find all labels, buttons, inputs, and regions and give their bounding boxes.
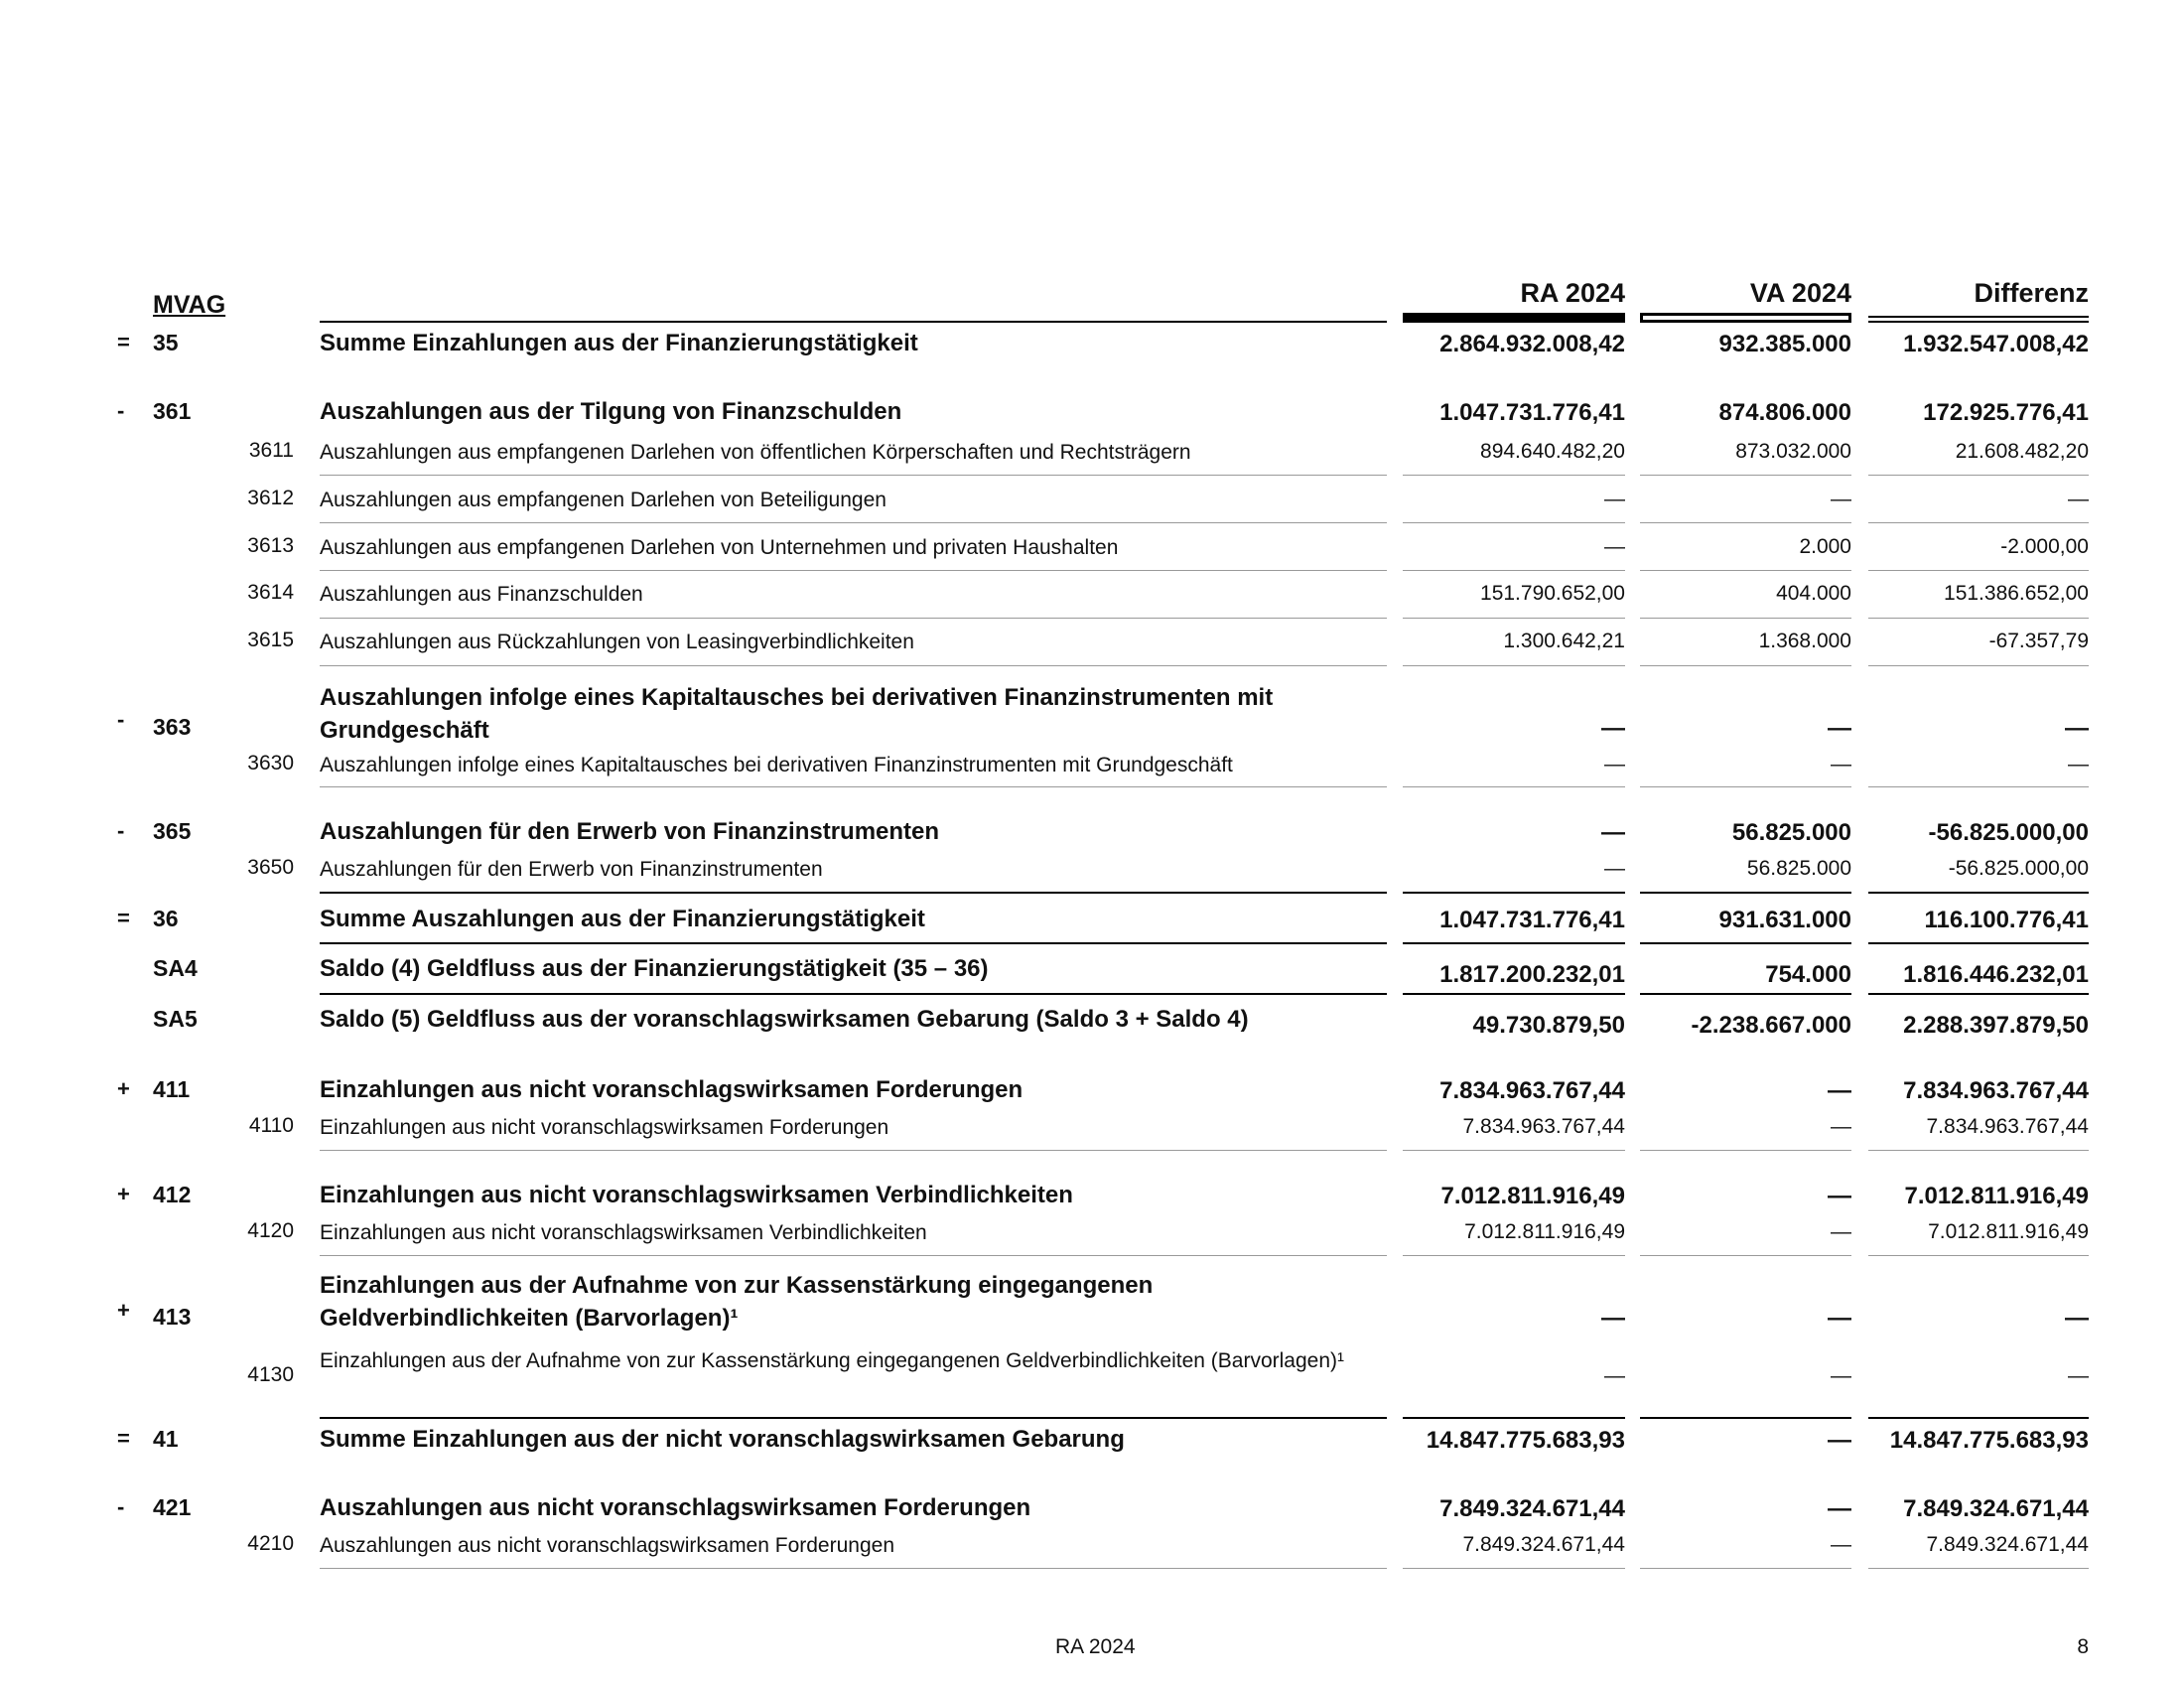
row-divider bbox=[1640, 993, 1851, 995]
table-row bbox=[0, 1530, 2184, 1566]
table-row-group bbox=[0, 1074, 2184, 1110]
row-mvag-code: 413 bbox=[153, 1304, 192, 1330]
row-divider bbox=[1403, 1417, 1625, 1419]
table-row bbox=[0, 750, 2184, 785]
row-subcode: 3613 bbox=[247, 534, 294, 557]
row-mvag-code: SA5 bbox=[153, 1006, 198, 1032]
row-value-va: 56.825.000 bbox=[1731, 819, 1851, 846]
row-value-ra: — bbox=[1604, 753, 1625, 775]
row-divider bbox=[320, 522, 1387, 523]
row-value-va: — bbox=[1831, 1533, 1851, 1556]
row-sign: + bbox=[117, 1076, 130, 1101]
row-divider bbox=[320, 1568, 1387, 1569]
table-row bbox=[0, 1112, 2184, 1148]
row-value-diff: 7.849.324.671,44 bbox=[1903, 1495, 2089, 1522]
row-divider bbox=[1403, 1568, 1625, 1569]
row-divider bbox=[1640, 665, 1851, 666]
row-divider bbox=[1640, 475, 1851, 476]
row-mvag-code: 361 bbox=[153, 398, 192, 424]
row-divider bbox=[1403, 570, 1625, 571]
row-value-va: 873.032.000 bbox=[1735, 440, 1851, 463]
row-divider bbox=[1868, 1568, 2089, 1569]
row-mvag-code: 36 bbox=[153, 906, 179, 931]
row-description: Auszahlungen infolge eines Kapitaltausches bei derivativen Finanzinstrumenten mit Grundgeschäft bbox=[320, 754, 1233, 776]
row-value-diff: -56.825.000,00 bbox=[1948, 857, 2089, 880]
row-value-ra: 7.849.324.671,44 bbox=[1439, 1495, 1625, 1522]
row-divider bbox=[1403, 1150, 1625, 1151]
row-value-diff: — bbox=[2065, 715, 2089, 742]
row-divider bbox=[1640, 1568, 1851, 1569]
row-subcode: 3650 bbox=[247, 856, 294, 879]
table-row-group bbox=[0, 1492, 2184, 1528]
row-description: Einzahlungen aus nicht voranschlagswirksamen Forderungen bbox=[320, 1116, 889, 1139]
row-value-va: 931.631.000 bbox=[1718, 907, 1851, 933]
row-value-va: 754.000 bbox=[1765, 961, 1851, 988]
row-description: Einzahlungen aus nicht voranschlagswirksamen Verbindlichkeiten bbox=[320, 1182, 1073, 1208]
row-value-va: 874.806.000 bbox=[1718, 399, 1851, 426]
row-value-va: — bbox=[1831, 753, 1851, 775]
row-value-diff: — bbox=[2068, 753, 2089, 775]
row-subcode: 3614 bbox=[247, 581, 294, 604]
row-mvag-code: 41 bbox=[153, 1426, 179, 1452]
row-value-va: — bbox=[1831, 1364, 1851, 1387]
footer-title: RA 2024 bbox=[1055, 1635, 1136, 1658]
table-row-group bbox=[0, 816, 2184, 852]
row-sign: = bbox=[117, 330, 130, 354]
row-subcode: 3611 bbox=[248, 439, 294, 462]
description-header-rule bbox=[320, 321, 1387, 323]
row-divider bbox=[1403, 993, 1625, 995]
row-value-ra: — bbox=[1604, 857, 1625, 880]
table-row-group bbox=[0, 1180, 2184, 1215]
row-subcode: 4130 bbox=[247, 1363, 294, 1386]
row-value-diff: 21.608.482,20 bbox=[1955, 440, 2089, 463]
row-description: Summe Einzahlungen aus der Finanzierungstätigkeit bbox=[320, 330, 918, 356]
row-divider bbox=[320, 942, 1387, 944]
row-value-va: 2.000 bbox=[1799, 535, 1851, 558]
row-value-va: 404.000 bbox=[1776, 582, 1851, 605]
table-row-group bbox=[0, 1004, 2184, 1040]
table-row-group bbox=[0, 1269, 2184, 1335]
row-divider bbox=[1868, 618, 2089, 619]
row-value-va: — bbox=[1831, 488, 1851, 510]
row-divider bbox=[1868, 1255, 2089, 1256]
row-value-ra: — bbox=[1604, 1364, 1625, 1387]
row-sign: - bbox=[117, 1494, 125, 1519]
row-divider bbox=[1640, 618, 1851, 619]
table-row bbox=[0, 532, 2184, 568]
row-description: Auszahlungen infolge eines Kapitaltausches bei derivativen Finanzinstrumenten mit Grundgeschäft bbox=[320, 684, 1274, 744]
row-description: Auszahlungen aus nicht voranschlagswirksamen Forderungen bbox=[320, 1494, 1031, 1521]
row-description: Auszahlungen für den Erwerb von Finanzinstrumenten bbox=[320, 858, 823, 881]
row-value-va: — bbox=[1831, 1220, 1851, 1243]
table-row bbox=[0, 1217, 2184, 1253]
row-divider bbox=[320, 1150, 1387, 1151]
row-divider bbox=[1868, 570, 2089, 571]
row-sign: + bbox=[117, 1298, 130, 1323]
row-description: Auszahlungen für den Erwerb von Finanzinstrumenten bbox=[320, 818, 940, 845]
row-value-diff: 172.925.776,41 bbox=[1923, 399, 2089, 426]
row-description: Auszahlungen aus empfangenen Darlehen von öffentlichen Körperschaften und Rechtsträgern bbox=[320, 441, 1191, 464]
row-sign: - bbox=[117, 707, 125, 732]
row-divider bbox=[1868, 786, 2089, 787]
row-divider bbox=[1868, 1150, 2089, 1151]
row-value-ra: 49.730.879,50 bbox=[1472, 1012, 1625, 1039]
row-value-diff: 7.834.963.767,44 bbox=[1926, 1115, 2089, 1138]
row-divider bbox=[1403, 942, 1625, 944]
row-value-ra: — bbox=[1601, 715, 1625, 742]
column-header-va bbox=[1640, 273, 1851, 323]
row-value-va: -2.238.667.000 bbox=[1691, 1012, 1851, 1039]
row-value-va: — bbox=[1828, 1077, 1851, 1104]
table-row bbox=[0, 1345, 2184, 1407]
table-row-group bbox=[0, 681, 2184, 743]
row-divider bbox=[320, 993, 1387, 995]
row-divider bbox=[1403, 475, 1625, 476]
row-subcode: 4120 bbox=[247, 1219, 294, 1242]
table-row bbox=[0, 579, 2184, 615]
row-divider bbox=[1403, 618, 1625, 619]
column-header-diff-label: Differenz bbox=[1974, 278, 2089, 308]
row-value-diff: 14.847.775.683,93 bbox=[1889, 1427, 2089, 1454]
row-description: Auszahlungen aus nicht voranschlagswirksamen Forderungen bbox=[320, 1534, 894, 1557]
table-row bbox=[0, 437, 2184, 473]
row-mvag-code: 412 bbox=[153, 1182, 192, 1207]
table-row-group bbox=[0, 1424, 2184, 1460]
row-description: Saldo (4) Geldfluss aus der Finanzierungstätigkeit (35 – 36) bbox=[320, 955, 989, 982]
row-sign: - bbox=[117, 398, 125, 423]
row-value-va: 932.385.000 bbox=[1718, 331, 1851, 357]
row-description: Einzahlungen aus nicht voranschlagswirksamen Forderungen bbox=[320, 1076, 1024, 1103]
footer-page-number: 8 bbox=[2077, 1635, 2089, 1658]
row-sign: = bbox=[117, 906, 130, 930]
row-divider bbox=[1640, 786, 1851, 787]
row-mvag-code: 411 bbox=[153, 1076, 191, 1102]
mvag-header: MVAG bbox=[153, 291, 226, 319]
row-description: Saldo (5) Geldfluss aus der voranschlagswirksamen Gebarung (Saldo 3 + Saldo 4) bbox=[320, 1006, 1249, 1033]
row-subcode: 3630 bbox=[247, 752, 294, 774]
row-value-ra: 2.864.932.008,42 bbox=[1439, 331, 1625, 357]
row-value-ra: — bbox=[1601, 819, 1625, 846]
table-row bbox=[0, 627, 2184, 662]
row-value-diff: 7.012.811.916,49 bbox=[1904, 1183, 2089, 1209]
row-subcode: 3615 bbox=[247, 629, 294, 651]
row-subcode: 3612 bbox=[247, 487, 294, 509]
row-divider bbox=[320, 1417, 1387, 1419]
row-divider bbox=[1868, 892, 2089, 894]
row-divider bbox=[1640, 1417, 1851, 1419]
row-value-diff: 7.849.324.671,44 bbox=[1926, 1533, 2089, 1556]
row-value-ra: 7.834.963.767,44 bbox=[1462, 1115, 1625, 1138]
column-header-diff-bar bbox=[1868, 316, 2089, 323]
row-value-diff: — bbox=[2068, 488, 2089, 510]
row-value-va: — bbox=[1828, 1495, 1851, 1522]
row-value-ra: 7.849.324.671,44 bbox=[1462, 1533, 1625, 1556]
row-value-diff: 7.834.963.767,44 bbox=[1903, 1077, 2089, 1104]
row-divider bbox=[1640, 1150, 1851, 1151]
row-value-diff: -56.825.000,00 bbox=[1928, 819, 2089, 846]
row-sign: - bbox=[117, 818, 125, 843]
row-value-ra: 151.790.652,00 bbox=[1480, 582, 1625, 605]
row-description: Auszahlungen aus Rückzahlungen von Leasingverbindlichkeiten bbox=[320, 631, 914, 653]
row-description: Auszahlungen aus der Tilgung von Finanzschulden bbox=[320, 398, 902, 425]
row-subcode: 4110 bbox=[248, 1114, 294, 1137]
row-value-ra: 1.047.731.776,41 bbox=[1439, 399, 1625, 426]
table-row-group bbox=[0, 904, 2184, 939]
row-value-diff: — bbox=[2065, 1305, 2089, 1332]
row-value-diff: -2.000,00 bbox=[2000, 535, 2089, 558]
row-value-diff: — bbox=[2068, 1364, 2089, 1387]
row-mvag-code: 35 bbox=[153, 330, 179, 355]
row-value-ra: 14.847.775.683,93 bbox=[1426, 1427, 1625, 1454]
row-value-va: — bbox=[1831, 1115, 1851, 1138]
row-value-diff: 1.816.446.232,01 bbox=[1903, 961, 2089, 988]
column-header-diff bbox=[1868, 273, 2089, 323]
row-value-ra: 894.640.482,20 bbox=[1480, 440, 1625, 463]
row-divider bbox=[320, 570, 1387, 571]
row-divider bbox=[1868, 475, 2089, 476]
row-description: Einzahlungen aus der Aufnahme von zur Kassenstärkung eingegangenen Geldverbindlichkeiten (Barvorlagen)¹ bbox=[320, 1272, 1154, 1332]
row-divider bbox=[1868, 1417, 2089, 1419]
row-description: Einzahlungen aus der Aufnahme von zur Kassenstärkung eingegangenen Geldverbindlichkeiten (Barvorlagen)¹ bbox=[320, 1349, 1344, 1372]
row-divider bbox=[1640, 942, 1851, 944]
column-header-va-label: VA 2024 bbox=[1749, 278, 1851, 308]
row-divider bbox=[1640, 892, 1851, 894]
table-row-group bbox=[0, 328, 2184, 363]
row-divider bbox=[1868, 942, 2089, 944]
row-value-ra: 1.300.642,21 bbox=[1503, 630, 1625, 652]
table-row bbox=[0, 854, 2184, 890]
row-divider bbox=[1403, 892, 1625, 894]
table-row-group bbox=[0, 953, 2184, 989]
row-value-ra: 7.834.963.767,44 bbox=[1439, 1077, 1625, 1104]
column-header-va-bar bbox=[1640, 313, 1851, 323]
row-divider bbox=[1868, 993, 2089, 995]
row-value-ra: — bbox=[1604, 535, 1625, 558]
row-mvag-code: 365 bbox=[153, 818, 192, 844]
row-value-va: — bbox=[1828, 1183, 1851, 1209]
row-value-ra: 1.047.731.776,41 bbox=[1439, 907, 1625, 933]
row-sign: = bbox=[117, 1426, 130, 1451]
row-subcode: 4210 bbox=[247, 1532, 294, 1555]
row-value-va: — bbox=[1828, 1427, 1851, 1454]
row-divider bbox=[1640, 1255, 1851, 1256]
row-description: Einzahlungen aus nicht voranschlagswirksamen Verbindlichkeiten bbox=[320, 1221, 927, 1244]
row-divider bbox=[1403, 786, 1625, 787]
row-value-va: 1.368.000 bbox=[1758, 630, 1851, 652]
table-row bbox=[0, 485, 2184, 520]
row-value-diff: 151.386.652,00 bbox=[1944, 582, 2089, 605]
row-value-ra: — bbox=[1604, 488, 1625, 510]
row-divider bbox=[320, 618, 1387, 619]
row-value-diff: 7.012.811.916,49 bbox=[1928, 1220, 2089, 1243]
row-divider bbox=[320, 1255, 1387, 1256]
row-divider bbox=[1403, 522, 1625, 523]
table-row-group bbox=[0, 396, 2184, 432]
row-divider bbox=[1403, 665, 1625, 666]
row-value-ra: 1.817.200.232,01 bbox=[1439, 961, 1625, 988]
row-divider bbox=[1640, 570, 1851, 571]
row-value-va: — bbox=[1828, 1305, 1851, 1332]
row-divider bbox=[320, 892, 1387, 894]
row-mvag-code: SA4 bbox=[153, 955, 198, 981]
row-value-diff: 116.100.776,41 bbox=[1924, 907, 2089, 933]
row-divider bbox=[320, 475, 1387, 476]
row-description: Auszahlungen aus empfangenen Darlehen von Beteiligungen bbox=[320, 489, 887, 511]
row-description: Auszahlungen aus empfangenen Darlehen von Unternehmen und privaten Haushalten bbox=[320, 536, 1119, 559]
row-value-diff: 1.932.547.008,42 bbox=[1903, 331, 2089, 357]
row-description: Auszahlungen aus Finanzschulden bbox=[320, 583, 643, 606]
row-value-diff: 2.288.397.879,50 bbox=[1903, 1012, 2089, 1039]
column-header-ra-bar bbox=[1403, 313, 1625, 323]
row-value-ra: 7.012.811.916,49 bbox=[1440, 1183, 1625, 1209]
row-mvag-code: 363 bbox=[153, 714, 192, 740]
row-mvag-code: 421 bbox=[153, 1494, 192, 1520]
row-sign: + bbox=[117, 1182, 130, 1206]
row-divider bbox=[1640, 522, 1851, 523]
row-value-va: — bbox=[1828, 715, 1851, 742]
row-value-diff: -67.357,79 bbox=[1988, 630, 2089, 652]
row-value-ra: — bbox=[1601, 1305, 1625, 1332]
column-header-ra bbox=[1403, 273, 1625, 323]
column-header-ra-label: RA 2024 bbox=[1520, 278, 1625, 308]
row-value-ra: 7.012.811.916,49 bbox=[1464, 1220, 1625, 1243]
row-description: Summe Einzahlungen aus der nicht voranschlagswirksamen Gebarung bbox=[320, 1426, 1125, 1453]
row-value-va: 56.825.000 bbox=[1746, 857, 1851, 880]
row-divider bbox=[320, 665, 1387, 666]
row-divider bbox=[1403, 1255, 1625, 1256]
row-divider bbox=[320, 786, 1387, 787]
row-divider bbox=[1868, 522, 2089, 523]
row-divider bbox=[1868, 665, 2089, 666]
row-description: Summe Auszahlungen aus der Finanzierungstätigkeit bbox=[320, 906, 925, 932]
